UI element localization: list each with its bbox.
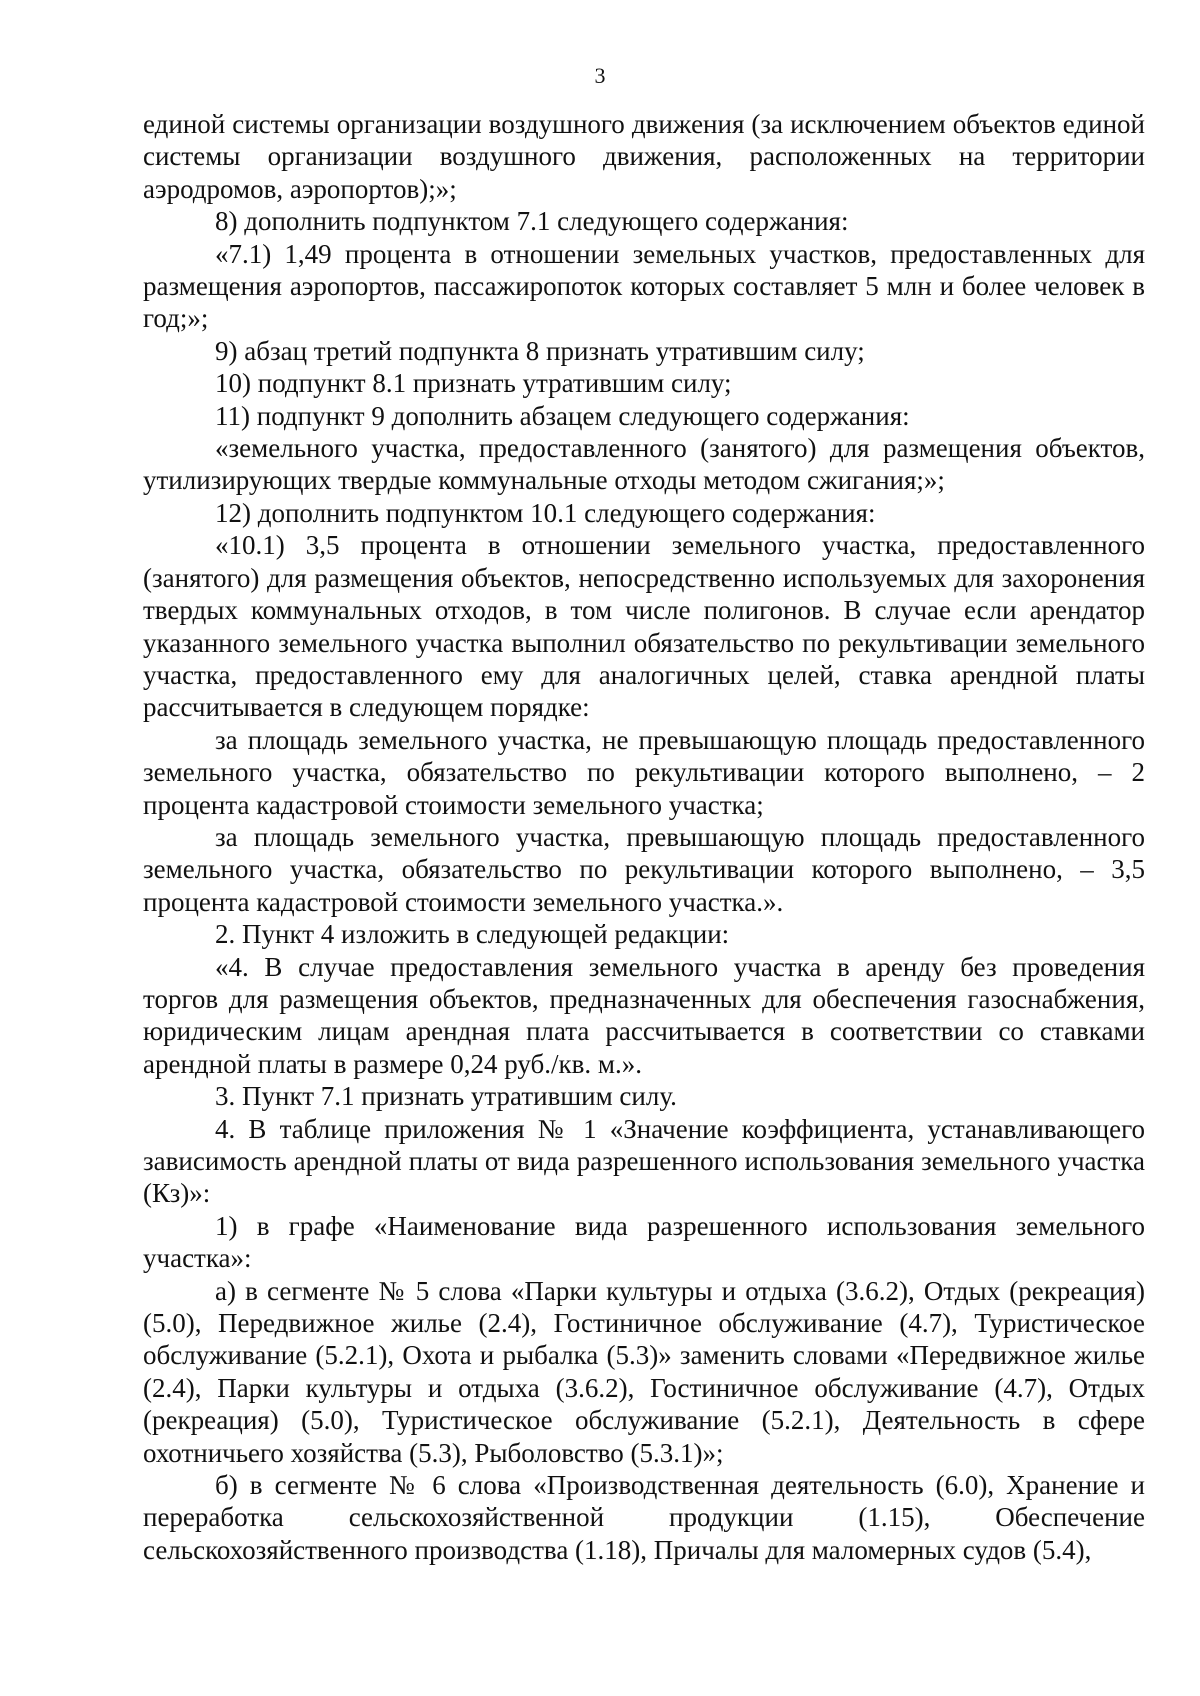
paragraph-1: единой системы организации воздушного движения (за исключением объектов единой системы организации воздушного движения, расположенных на территории аэродромов, аэропортов);»; xyxy=(143,109,1145,204)
paragraph-10: за площадь земельного участка, не превышающую площадь предоставленного земельного участка, обязательство по рекультивации которого выполнено, – 2 процента кадастровой стоимости земельного участка; xyxy=(143,724,1145,820)
paragraph-9: «10.1) 3,5 процента в отношении земельного участка, предоставленного (занятого) для размещения объектов, непосредственно используемых для захоронения твердых коммунальных отходов, в том числе полигонов. В случае если арендатор указанного земельного участка выполнил обязательство по рекультивации земельного участка, предоставленного ему для аналогичных целей, ставка арендной платы рассчитывается в следующем порядке: xyxy=(143,530,1145,723)
page-number: 3 xyxy=(594,63,606,88)
paragraph-14: 3. Пункт 7.1 признать утратившим силу. xyxy=(215,1081,677,1112)
paragraph-8: 12) дополнить подпунктом 10.1 следующего содержания: xyxy=(215,497,876,528)
paragraph-15: 4. В таблице приложения № 1 «Значение коэффициента, устанавливающего зависимость арендной платы от вида разрешенного использования земельного участка (Кз)»: xyxy=(143,1113,1145,1209)
paragraph-3: «7.1) 1,49 процента в отношении земельных участков, предоставленных для размещения аэропортов, пассажиропоток которых составляет 5 млн и более человек в год;»; xyxy=(143,238,1145,334)
paragraph-4: 9) абзац третий подпункта 8 признать утратившим силу; xyxy=(215,335,865,366)
paragraph-16: 1) в графе «Наименование вида разрешенного использования земельного участка»: xyxy=(143,1210,1145,1274)
paragraph-17: а) в сегменте № 5 слова «Парки культуры и отдыха (3.6.2), Отдых (рекреация) (5.0), Передвижное жилье (2.4), Гостиничное обслуживание (4.7), Туристическое обслуживание (5.2.1), Охота и рыбалка (5.3)» заменить словами «Передвижное жилье (2.4), Парки культуры и отдыха (3.6.2), Гостиничное обслуживание (4.7), Отдых (рекреация) (5.0), Туристическое обслуживание (5.2.1), Деятельность в сфере охотничьего хозяйства (5.3), Рыболовство (5.3.1)»; xyxy=(143,1275,1145,1468)
paragraph-18: б) в сегменте № 6 слова «Производственная деятельность (6.0), Хранение и переработка сельскохозяйственной продукции (1.15), Обеспечение сельскохозяйственного производства (1.18), Причалы для маломерных судов (5.4), xyxy=(143,1470,1145,1565)
paragraph-6: 11) подпункт 9 дополнить абзацем следующего содержания: xyxy=(215,400,910,431)
paragraph-12: 2. Пункт 4 изложить в следующей редакции: xyxy=(215,919,730,950)
paragraph-13: «4. В случае предоставления земельного участка в аренду без проведения торгов для размещения объектов, предназначенных для обеспечения газоснабжения, юридическим лицам арендная плата рассчитывается в соответствии со ставками арендной платы в размере 0,24 руб./кв. м.». xyxy=(143,951,1145,1079)
paragraph-2: 8) дополнить подпунктом 7.1 следующего содержания: xyxy=(215,206,849,237)
paragraph-11: за площадь земельного участка, превышающую площадь предоставленного земельного участка, обязательство по рекультивации которого выполнено, – 3,5 процента кадастровой стоимости земельного участка.». xyxy=(143,821,1145,917)
paragraph-7: «земельного участка, предоставленного (занятого) для размещения объектов, утилизирующих твердые коммунальные отходы методом сжигания;»; xyxy=(143,433,1145,496)
paragraph-5: 10) подпункт 8.1 признать утратившим силу; xyxy=(215,368,732,399)
document-body xyxy=(143,108,1145,1566)
